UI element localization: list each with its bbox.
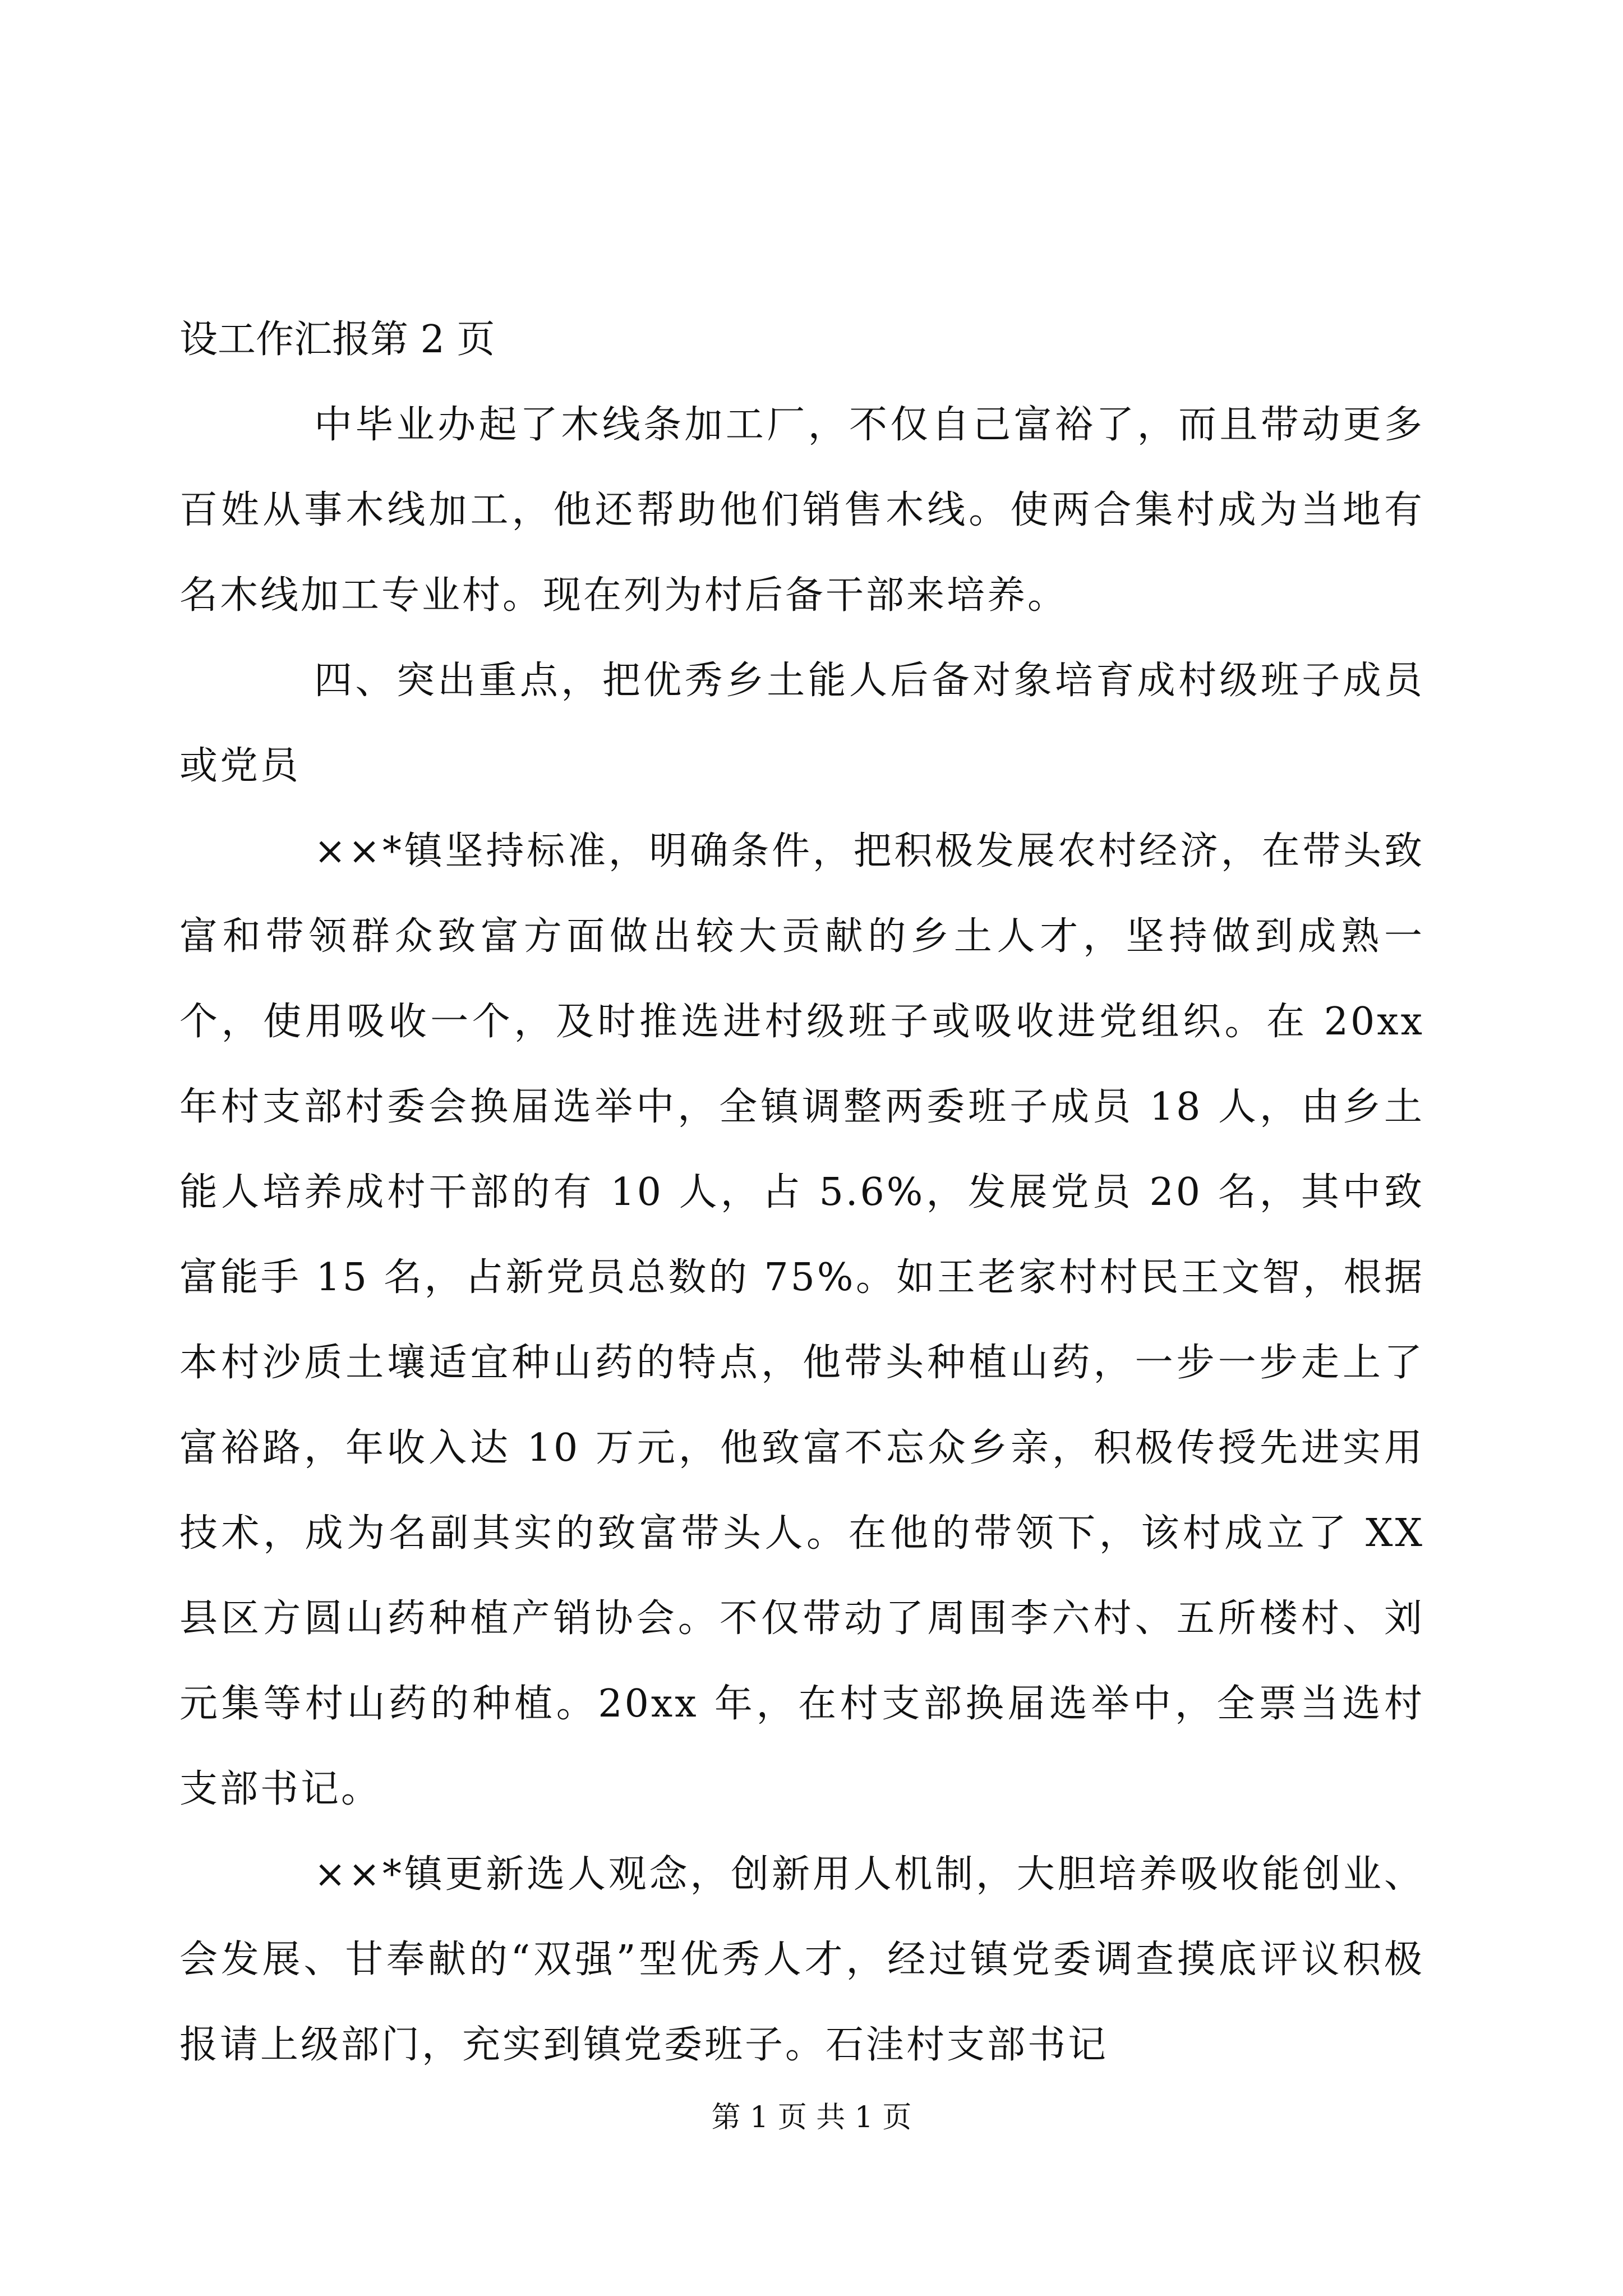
document-body — [179, 297, 1424, 2088]
paragraph-1: 中毕业办起了木线条加工厂，不仅自己富裕了，而且带动更多百姓从事木线加工，他还帮助他们销售木线。使两合集村成为当地有名木线加工专业村。现在列为村后备干部来培养。 — [179, 403, 1424, 618]
section-heading-four: 四、突出重点，把优秀乡土能人后备对象培育成村级班子成员或党员 — [179, 659, 1424, 788]
page-footer: 第 1 页 共 1 页 — [711, 2101, 912, 2134]
paragraph-4: ××*镇更新选人观念，创新用人机制，大胆培养吸收能创业、会发展、甘奉献的“双强”型优秀人才，经过镇党委调查摸底评议积极报请上级部门，充实到镇党委班子。石洼村支部书记 — [179, 1852, 1424, 2067]
paragraph-3: ××*镇坚持标准，明确条件，把积极发展农村经济，在带头致富和带领群众致富方面做出较大贡献的乡土人才，坚持做到成熟一个，使用吸收一个，及时推选进村级班子或吸收进党组织。在 20xx 年村支部村委会换届选举中，全镇调整两委班子成员 18 人，由乡土能人培养成村干部的有 10 人，占 5.6%，发展党员 20 名，其中致富能手 15 名，占新党员总数的 75%。如王老家村村民王文智，根据本村沙质土壤适宜种山药的特点，他带头种植山药，一步一步走上了富裕路，年收入达 10 万元，他致富不忘众乡亲，积极传授先进实用技术，成为名副其实的致富带头人。在他的带领下，该村成立了 XX 县区方圆山药种植产销协会。不仅带动了周围李六村、五所楼村、刘元集等村山药的种植。20xx 年，在村支部换届选举中，全票当选村支部书记。 — [179, 829, 1425, 1811]
page-heading: 设工作汇报第 2 页 — [179, 318, 495, 362]
